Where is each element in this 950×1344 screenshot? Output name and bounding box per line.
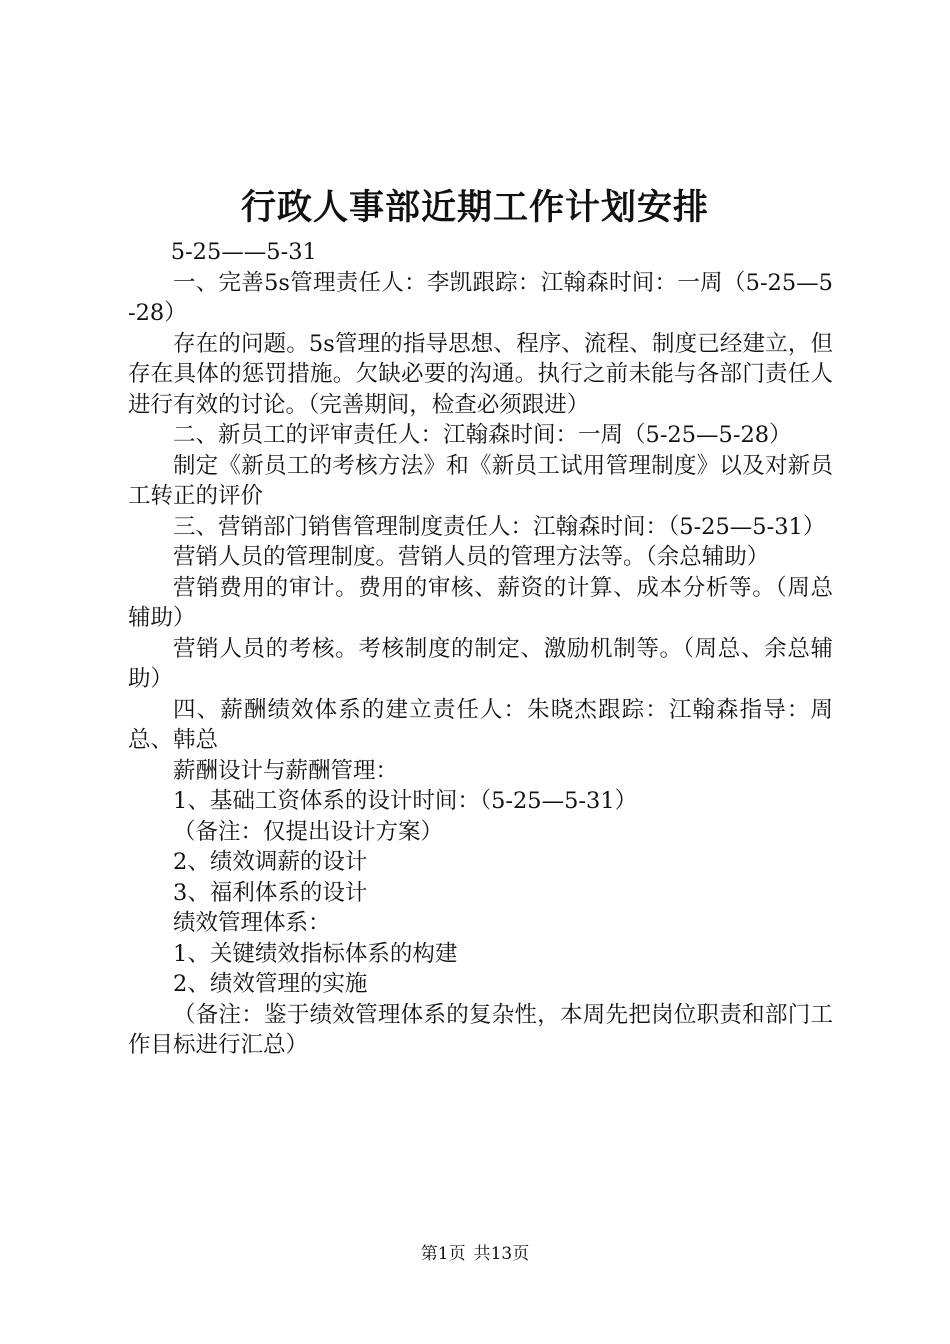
- paragraph: 营销费用的审计。费用的审核、薪资的计算、成本分析等。（周总辅助）: [128, 574, 833, 631]
- section-heading: 一、完善5s管理责任人：李凯跟踪：江翰森时间：一周（5-25—5-28）: [128, 269, 833, 326]
- list-item: 1、基础工资体系的设计时间：（5-25—5-31）: [173, 788, 638, 814]
- list-item: 2、绩效调薪的设计: [173, 849, 368, 875]
- document-title: 行政人事部近期工作计划安排: [240, 187, 709, 228]
- note: （备注：鉴于绩效管理体系的复杂性，本周先把岗位职责和部门工作目标进行汇总）: [128, 1001, 833, 1058]
- paragraph: 制定《新员工的考核方法》和《新员工试用管理制度》以及对新员工转正的评价: [128, 452, 833, 509]
- paragraph: 存在的问题。5s管理的指导思想、程序、流程、制度已经建立，但存在具体的惩罚措施。欠缺必要的沟通。执行之前未能与各部门责任人进行有效的讨论。（完善期间，检查必须跟进）: [128, 330, 833, 418]
- document-body: [128, 237, 833, 1061]
- note: （备注：仅提出设计方案）: [173, 818, 444, 845]
- subheading: 薪酬设计与薪酬管理：: [173, 757, 399, 784]
- section-heading: 三、营销部门销售管理制度责任人：江翰森时间：（5-25—5-31）: [173, 513, 826, 540]
- paragraph: 营销人员的考核。考核制度的制定、激励机制等。（周总、余总辅助）: [128, 635, 833, 692]
- list-item: 3、福利体系的设计: [173, 879, 368, 906]
- list-item: 1、关键绩效指标体系的构建: [173, 940, 458, 967]
- section-heading: 四、薪酬绩效体系的建立责任人：朱晓杰跟踪：江翰森指导：周总、韩总: [128, 696, 833, 753]
- list-item: 2、绩效管理的实施: [173, 971, 368, 997]
- page-footer: [0, 1242, 950, 1266]
- section-heading: 二、新员工的评审责任人：江翰森时间：一周（5-25—5-28）: [173, 422, 792, 448]
- paragraph: 营销人员的管理制度。营销人员的管理方法等。（余总辅助）: [173, 544, 770, 570]
- page-total: 共13页: [473, 1244, 530, 1264]
- date-range: 5-25——5-31: [170, 239, 317, 265]
- page-number: 第1页: [420, 1244, 466, 1264]
- subheading: 绩效管理体系：: [173, 910, 331, 936]
